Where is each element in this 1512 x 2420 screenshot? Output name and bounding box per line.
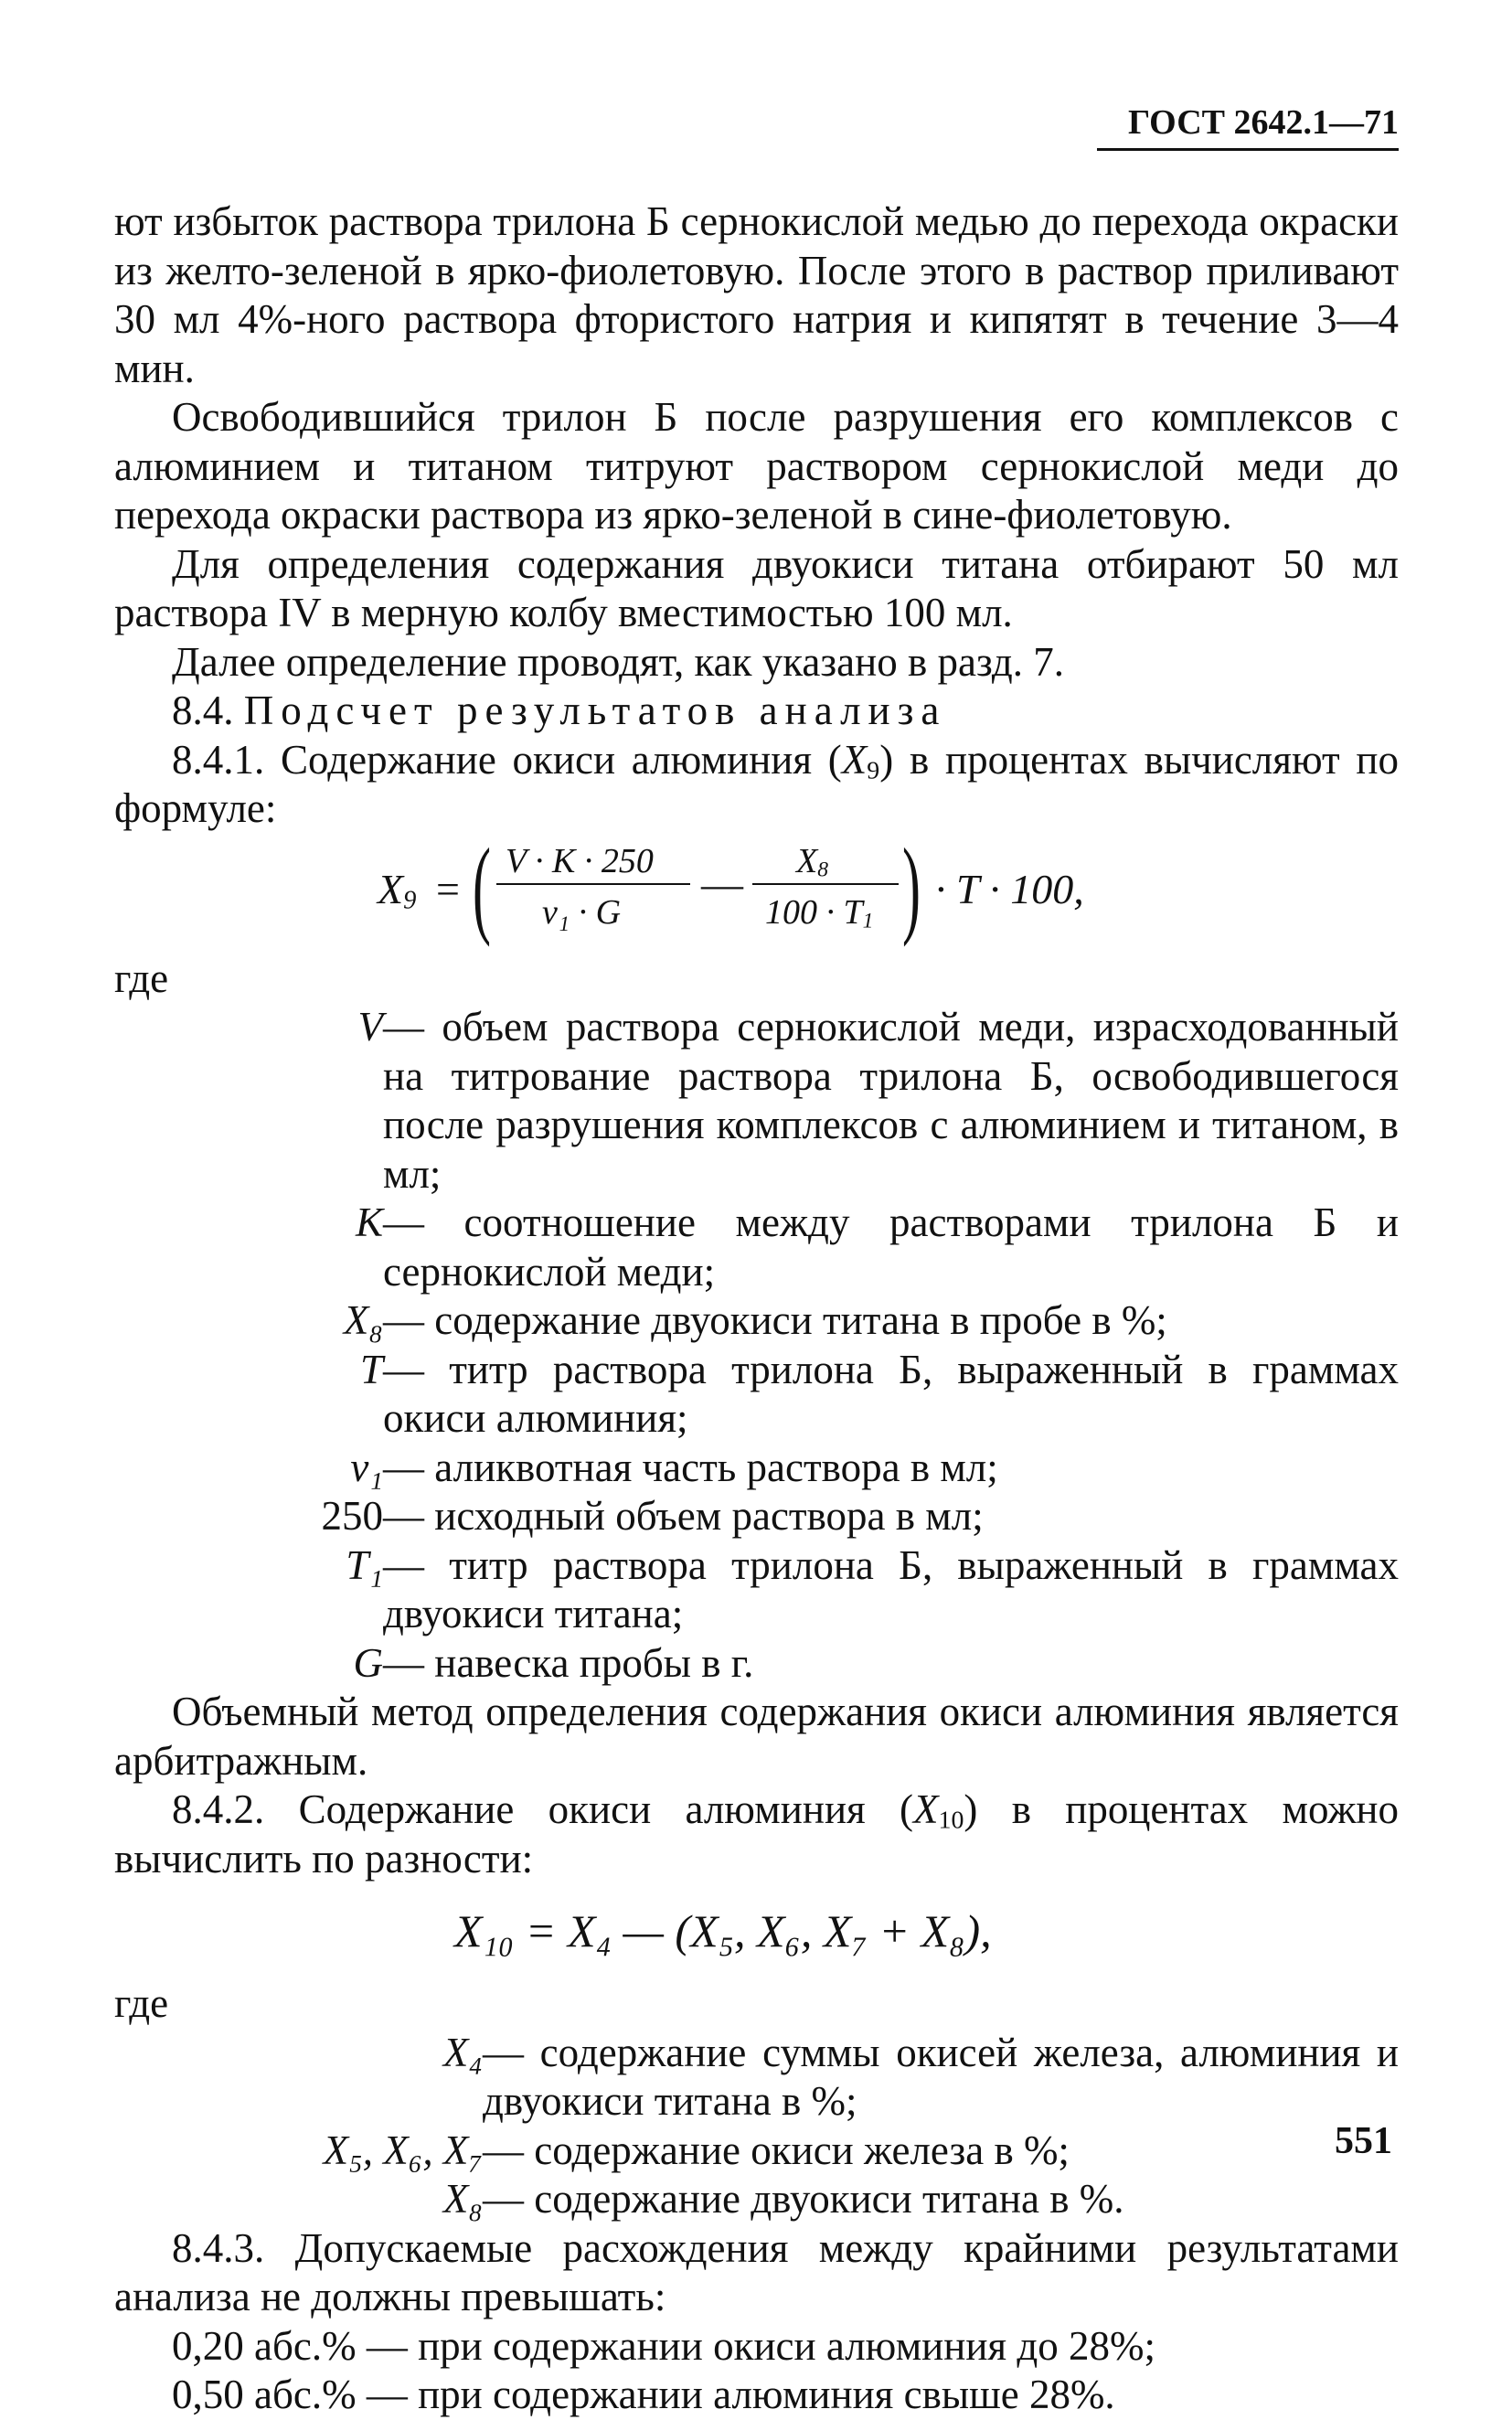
where-label-1: где [114, 954, 169, 1001]
clause-number: 8.4.2. [172, 1786, 265, 1832]
formula-alumina [114, 825, 1399, 954]
formula-numerator-1: V · K · 250 [506, 841, 654, 880]
formula-left-paren: ( [473, 825, 491, 947]
paragraph-8-4-1: 8.4.1. Содержание окиси алюминия $(X_9)$ в процентах вычисляют по формуле: [114, 736, 1399, 831]
document-number-header: ГОСТ 2642.1—71 [1097, 102, 1399, 151]
definition-item: X₅, X₆, X₇ — содержание окиси железа в %; [323, 2127, 1070, 2173]
fraction-bar-2 [752, 883, 899, 885]
formula-numerator-2: $X_8$ [796, 841, 828, 882]
formula-tail: · T · 100, [935, 865, 1084, 912]
paragraph-8-4-2: 8.4.2. Содержание окиси алюминия $(X_{10})$ в процентах можно вычислить по разности: [114, 1786, 1400, 1882]
paragraph-reference: Далее определение проводят, как указано в разд. 7. [172, 638, 1065, 685]
section-heading [114, 687, 1399, 736]
definition-item: X₈ — содержание двуокиси титана в %. [442, 2176, 1124, 2222]
formula-difference [114, 1883, 1399, 1979]
section-number: 8.4. [172, 688, 234, 733]
definition-item: 250 — исходный объем раствора в мл; [321, 1493, 984, 1539]
body-text [114, 197, 1399, 2420]
definition-item: X₄ — содержание суммы окисей железа, алюминия и двуокиси титана в %; [442, 2029, 1399, 2124]
formula-denominator-1: v₁ · G [542, 892, 622, 932]
clause-number: 8.4.3. [172, 2224, 265, 2271]
formula-lhs: $X_9$ [378, 865, 417, 915]
paragraph-titration: Освободившийся трилон Б после разрушения его комплексов с алюминием и титаном титруют раствором сернокислой меди до перехода окраски раствора из ярко-зеленой в сине-фиолетовую. [114, 394, 1399, 538]
definition-item: X₈ — содержание двуокиси титана в пробе в %; [343, 1297, 1167, 1343]
paragraph-8-4-3: 8.4.3. Допускаемые расхождения между крайними результатами анализа не должны превышать: [114, 2224, 1399, 2319]
formula-difference-text: X₁₀ = X₄ — (X₅, X₆, X₇ + X₈), [454, 1905, 992, 1956]
definitions-list-1 [114, 1003, 1399, 1688]
definition-item: T₁ — титр раствора трилона Б, выраженный в граммах двуокиси титана; [346, 1541, 1399, 1636]
definitions-list-2 [114, 2029, 1399, 2224]
formula-right-paren: ) [902, 825, 921, 947]
paragraph-arbitration: Объемный метод определения содержания окиси алюминия является арбитражным. [114, 1689, 1399, 1784]
definition-item: G — навеска пробы в г. [353, 1639, 754, 1686]
page-number: 551 [1335, 2120, 1392, 2162]
definition-item: K — соотношение между растворами трилона Б и сернокислой меди; [355, 1199, 1399, 1295]
definition-item: T — титр раствора трилона Б, выраженный в граммах окиси алюминия; [359, 1346, 1399, 1441]
formula-minus: — [701, 859, 743, 907]
definition-item: V — объем раствора сернокислой меди, израсходованный на титрование раствора трилона Б, освободившегося после разрушения комплексов с алюминием и титаном, в мл; [357, 1004, 1399, 1197]
formula-denominator-2: $100 \cdot T_1$ [765, 892, 874, 933]
clause-number: 8.4.1. [172, 736, 265, 783]
section-title: Подсчет результатов анализа [243, 688, 947, 733]
formula-equals: = [436, 865, 460, 912]
definition-item: v₁ — аликвотная часть раствора в мл; [350, 1444, 998, 1490]
tolerance-line-2: 0,50 абс.% — при содержании алюминия свыше 28%. [172, 2372, 1115, 2417]
paragraph-titanium-sampling: Для определения содержания двуокиси титана отбирают 50 мл раствора IV в мерную колбу вместимостью 100 мл. [114, 540, 1399, 635]
where-label-2: где [114, 1980, 169, 2026]
fraction-bar-1 [496, 883, 690, 885]
tolerance-line-1: 0,20 абс.% — при содержании окиси алюминия до 28%; [172, 2322, 1156, 2369]
paragraph-continuation: ют избыток раствора трилона Б сернокислой медью до перехода окраски из желто-зеленой в ярко-фиолетовую. После этого в раствор приливают 30 мл 4%-ного раствора фтористого натрия и кипятят в течение 3—4 мин. [114, 198, 1399, 391]
